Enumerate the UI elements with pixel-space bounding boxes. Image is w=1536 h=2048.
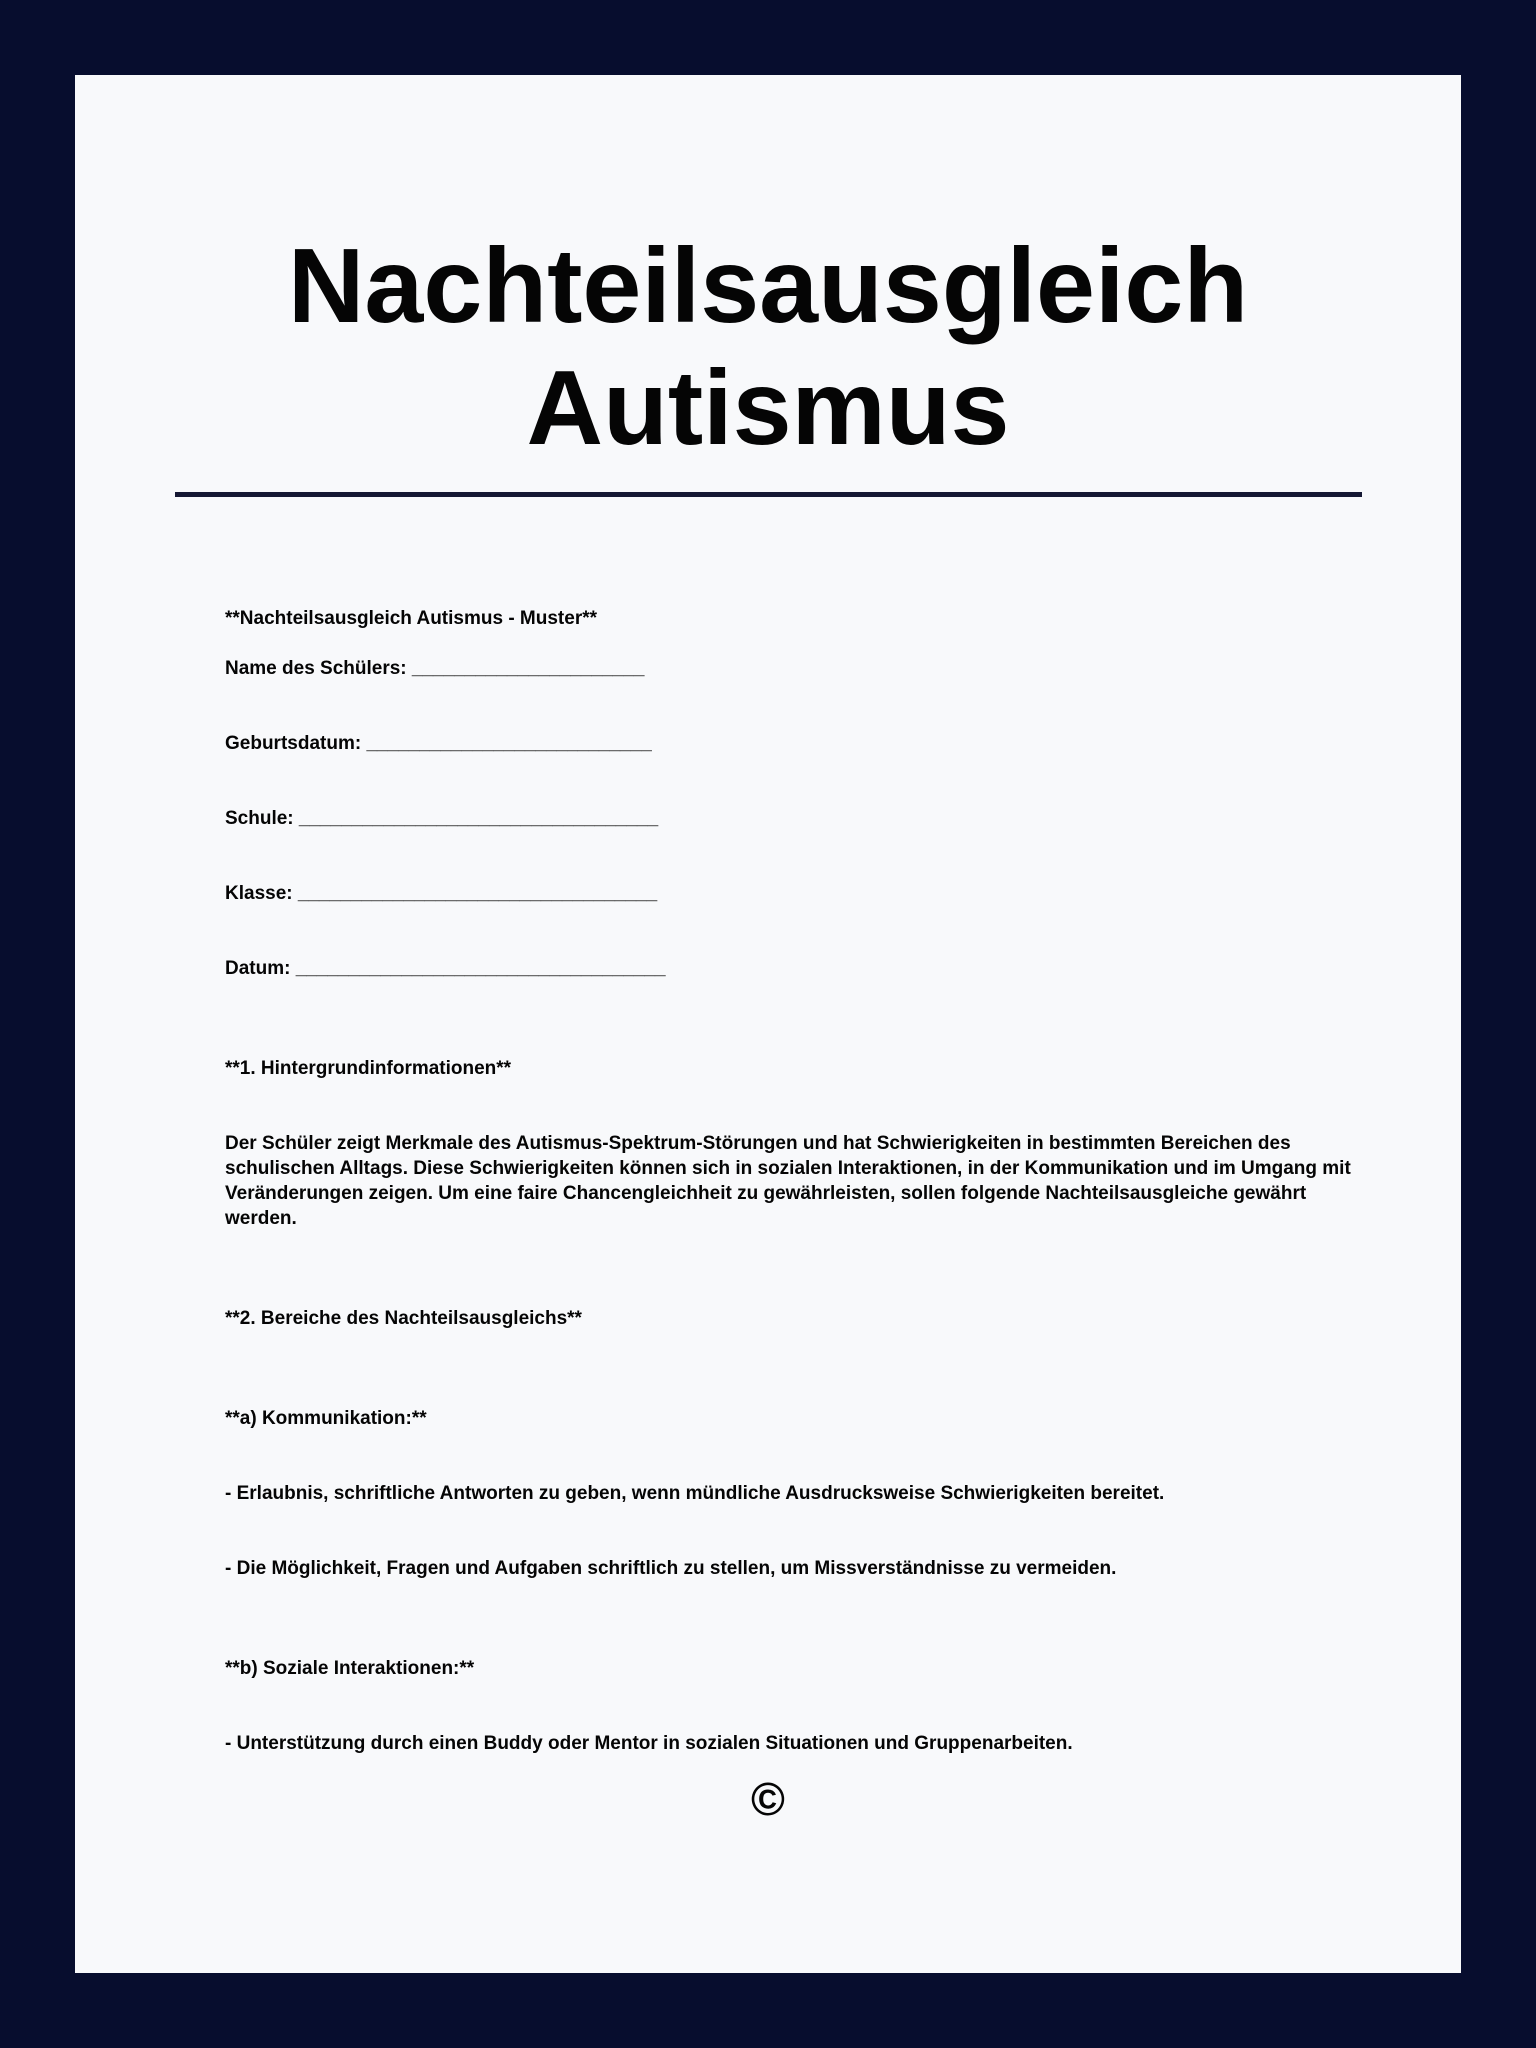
subsection-b-item: - Unterstützung durch einen Buddy oder Mentor in sozialen Situationen und Gruppenarbeiten. bbox=[225, 1733, 1073, 1754]
subsection-a-item: - Erlaubnis, schriftliche Antworten zu geben, wenn mündliche Ausdrucksweise Schwierigkeiten bereitet. bbox=[225, 1483, 1165, 1504]
title-line-1: Nachteilsausgleich bbox=[287, 227, 1249, 345]
field-class: Klasse: __________________________________ bbox=[225, 883, 658, 904]
title-line-2: Autismus bbox=[526, 349, 1010, 467]
field-school: Schule: __________________________________ bbox=[225, 808, 659, 829]
subsection-a-heading: **a) Kommunikation:** bbox=[225, 1408, 427, 1429]
section-1-paragraph: Der Schüler zeigt Merkmale des Autismus-Spektrum-Störungen und hat Schwierigkeiten in bestimmten Bereichen des schulischen Alltags. Diese Schwierigkeiten können sich in sozialen Interaktionen, in der Kommunikation und im Umgang mit Veränderungen zeigen. Um eine faire Chancengleichheit zu gewährleisten, sollen folgende Nachteilsausgleiche gewährt werden. bbox=[225, 1133, 1351, 1229]
field-birth-date: Geburtsdatum: ___________________________ bbox=[225, 733, 652, 754]
copyright-symbol: © bbox=[751, 1773, 785, 1825]
field-student-name: Name des Schülers: ______________________ bbox=[225, 658, 645, 679]
document-page bbox=[75, 75, 1461, 1973]
field-date: Datum: ___________________________________ bbox=[225, 958, 666, 979]
subsection-b-heading: **b) Soziale Interaktionen:** bbox=[225, 1658, 475, 1679]
section-2-heading: **2. Bereiche des Nachteilsausgleichs** bbox=[225, 1308, 582, 1329]
subsection-a-item: - Die Möglichkeit, Fragen und Aufgaben schriftlich zu stellen, um Missverständnisse zu vermeiden. bbox=[225, 1558, 1117, 1579]
document-title bbox=[75, 225, 1461, 469]
document-heading: **Nachteilsausgleich Autismus - Muster** bbox=[225, 608, 598, 629]
section-1-heading: **1. Hintergrundinformationen** bbox=[225, 1058, 512, 1079]
title-divider bbox=[175, 492, 1362, 497]
